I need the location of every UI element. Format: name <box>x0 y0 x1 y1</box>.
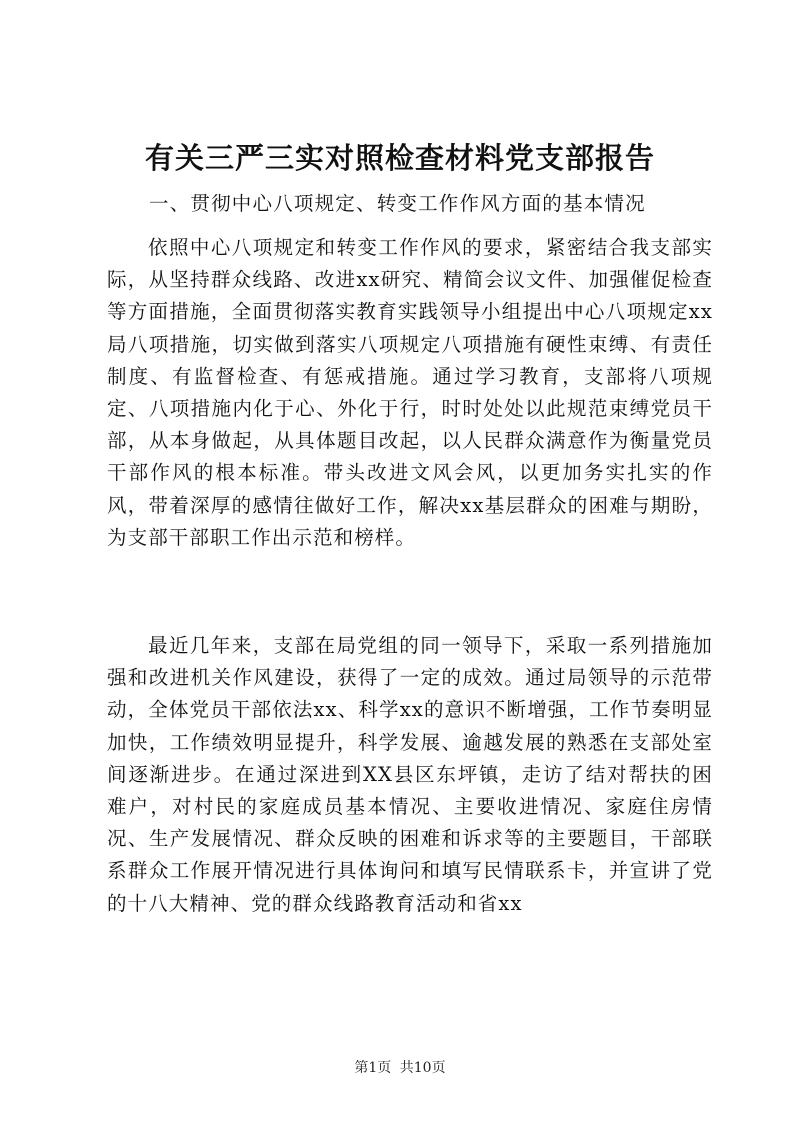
body-paragraph-2: 最近几年来，支部在局党组的同一领导下，采取一系列措施加强和改进机关作风建设，获得了一定的成效。通过局领导的示范带动，全体党员干部依法xx、科学xx的意识不断增强，工作节奏明显加快，工作绩效明显提升，科学发展、逾越发展的熟悉在支部处室间逐渐进步。在通过深进到XX县区东坪镇，走访了结对帮扶的困难户，对村民的家庭成员基本情况、主要收进情况、家庭住房情况、生产发展情况、群众反映的困难和诉求等的主要题目，干部联系群众工作展开情况进行具体询问和填写民情联系卡，并宣讲了党的十八大精神、党的群众线路教育活动和省xx <box>107 634 713 915</box>
body-paragraph-1: 依照中心八项规定和转变工作作风的要求，紧密结合我支部实际，从坚持群众线路、改进xx研究、精简会议文件、加强催促检查等方面措施，全面贯彻落实教育实践领导小组提出中心八项规定xx局八项措施，切实做到落实八项规定八项措施有硬性束缚、有责任制度、有监督检查、有惩戒措施。通过学习教育，支部将八项规定、八项措施内化于心、外化于行，时时处处以此规范束缚党员干部，从本身做起，从具体题目改起，以人民群众满意作为衡量党员干部作风的根本标准。带头改进文风会风，以更加务实扎实的作风，带着深厚的感情往做好工作，解决xx基层群众的困难与期盼，为支部干部职工作出示范和榜样。 <box>107 236 713 549</box>
section-heading: 一、贯彻中心八项规定、转变工作作风方面的基本情况 <box>149 192 646 215</box>
page-footer <box>0 1058 800 1078</box>
page-number: 第1页 <box>354 1060 392 1076</box>
document-title: 有关三严三实对照检查材料党支部报告 <box>144 141 655 175</box>
page-total: 共10页 <box>399 1060 446 1076</box>
